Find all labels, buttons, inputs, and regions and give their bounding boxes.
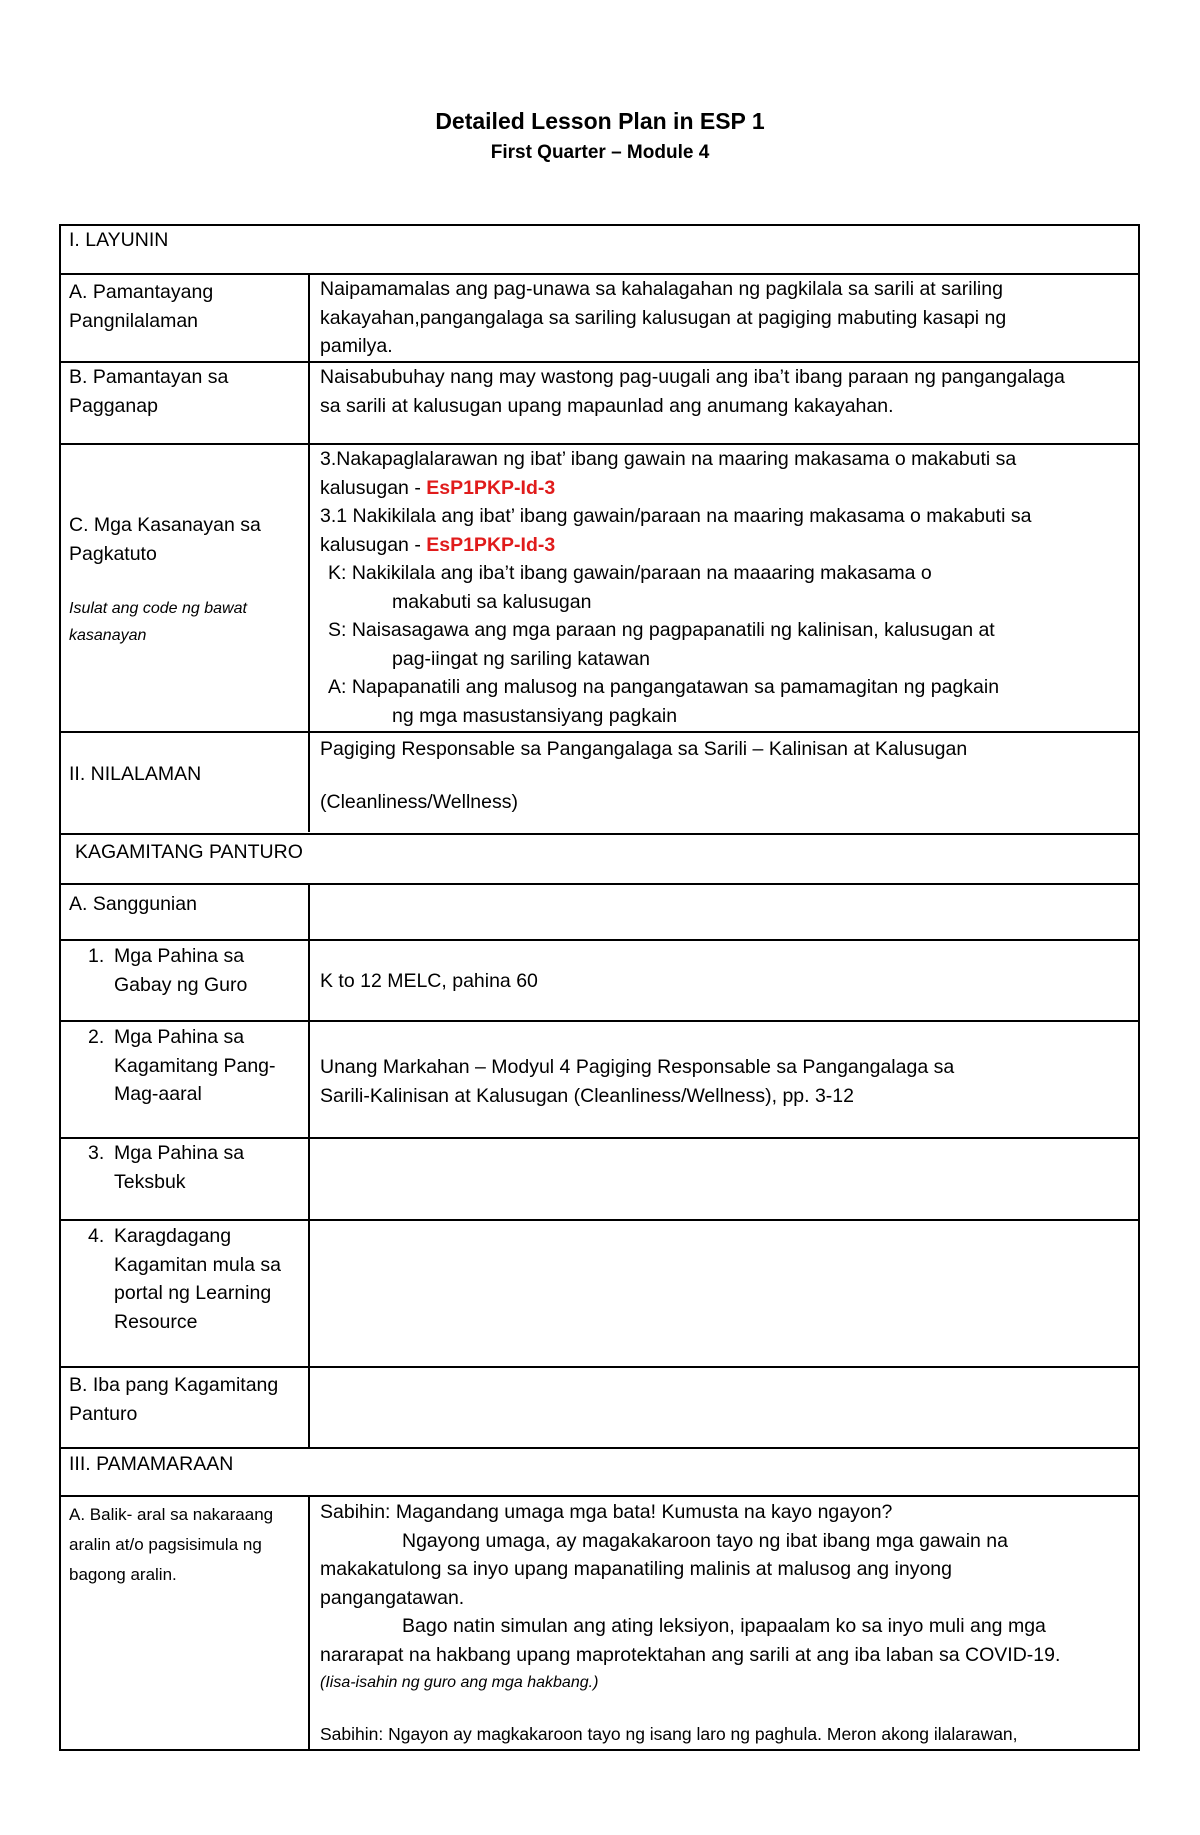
row-divider — [59, 1495, 1140, 1497]
section-heading-nilalaman: II. NILALAMAN — [69, 763, 202, 785]
content-item-2: Unang Markahan – Modyul 4 Pagiging Responsable sa Pangangalaga sa Sarili-Kalinisan at Kalusugan (Cleanliness/Wellness), pp. 3-12 — [320, 1056, 955, 1107]
document-title: Detailed Lesson Plan in ESP 1 — [435, 108, 765, 134]
row-divider — [59, 883, 1140, 885]
label-item-3: 3. Mga Pahina sa Teksbuk — [88, 1142, 245, 1193]
note-isulat-ang-code: Isulat ang code ng bawat kasanayan — [69, 600, 247, 644]
competency-code: EsP1PKP-Id-3 — [426, 476, 556, 499]
row-divider — [59, 1020, 1140, 1022]
content-mga-kasanayan: 3.Nakapaglalarawan ng ibat’ ibang gawain na maaring makasama o makabuti sa kalusugan - EsP1PKP-Id-3 3.1 Nakikilala ang ibat’ ibang gawain/paraan na maaring makasama o makabuti sa kalusugan - EsP1PKP-Id-3 K: Nakikilala ang iba’t ibang gawain/paraan na maaaring makasama o makabuti sa kalusugan S: Naisasagawa ang mga paraan ng pagpapanatili ng kalinisan, kalusugan at pag-iingat ng sariling katawan A: Napapanatili ang malusog na pangangatawan sa pamamagitan ng pagkain ng mga masustansiyang pagkain — [320, 448, 1032, 727]
label-pamantayang-pangnilalaman: A. Pamantayang Pangnilalaman — [69, 281, 214, 332]
content-item-1: K to 12 MELC, pahina 60 — [320, 970, 538, 992]
row-divider — [59, 939, 1140, 941]
row-divider — [59, 1447, 1140, 1449]
label-iba-pang-kagamitan: B. Iba pang Kagamitang Panturo — [69, 1374, 279, 1425]
label-item-1: 1. Mga Pahina sa Gabay ng Guro — [88, 945, 248, 996]
section-heading-layunin: I. LAYUNIN — [69, 229, 169, 251]
content-balik-aral: Sabihin: Magandang umaga mga bata! Kumusta na kayo ngayon? Ngayong umaga, ay magakakaroon tayo ng ibat ibang mga gawain na makakatulong sa inyo upang mapanatiling malinis at malusog ang inyong pangangatawan. Bago natin simulan ang ating leksiyon, ipapaalam ko sa inyo muli ang mga nararapat na hakbang upang maprotektahan ang sarili at ang iba laban sa COVID-19. (Iisa-isahin ng guro ang mga hakbang.) Sabihin: Ngayon ay magkakaroon tayo ng isang laro ng paghula. Meron akong ilalarawan, — [320, 1501, 1061, 1744]
label-balik-aral: A. Balik- aral sa nakaraang aralin at/o pagsisimula ng bagong aralin. — [69, 1505, 274, 1584]
content-nilalaman: Pagiging Responsable sa Pangangalaga sa Sarili – Kalinisan at Kalusugan (Cleanliness/Wellness) — [320, 738, 968, 813]
column-divider — [308, 273, 310, 832]
label-item-2: 2. Mga Pahina sa Kagamitang Pang- Mag-aaral — [88, 1026, 276, 1105]
document-subtitle: First Quarter – Module 4 — [490, 142, 710, 163]
label-mga-kasanayan: C. Mga Kasanayan sa Pagkatuto — [69, 514, 261, 565]
column-divider — [308, 883, 310, 1447]
row-divider — [59, 1219, 1140, 1221]
row-divider — [59, 1366, 1140, 1368]
column-divider — [308, 1495, 310, 1751]
label-item-4: 4. Karagdagang Kagamitan mula sa portal ng Learning Resource — [88, 1225, 281, 1333]
row-divider — [59, 833, 1140, 835]
row-divider — [59, 731, 1140, 733]
content-pamantayang-pangnilalaman: Naipamamalas ang pag-unawa sa kahalagahan ng pagkilala sa sarili at sariling kakayahan,pangangalaga sa sariling kalusugan at pagiging mabuting kasapi ng pamilya. — [320, 278, 1007, 357]
section-heading-kagamitan: KAGAMITANG PANTURO — [75, 841, 303, 863]
section-heading-pamamaraan: III. PAMAMARAAN — [69, 1453, 234, 1475]
label-sanggunian: A. Sanggunian — [69, 893, 197, 915]
competency-code: EsP1PKP-Id-3 — [426, 533, 556, 556]
label-pamantayan-sa-pagganap: B. Pamantayan sa Pagganap — [69, 366, 229, 417]
content-pamantayan-sa-pagganap: Naisabubuhay nang may wastong pag-uugali ang iba’t ibang paraan ng pangangalaga sa sarili at kalusugan upang mapaunlad ang anumang kakayahan. — [320, 366, 1065, 417]
